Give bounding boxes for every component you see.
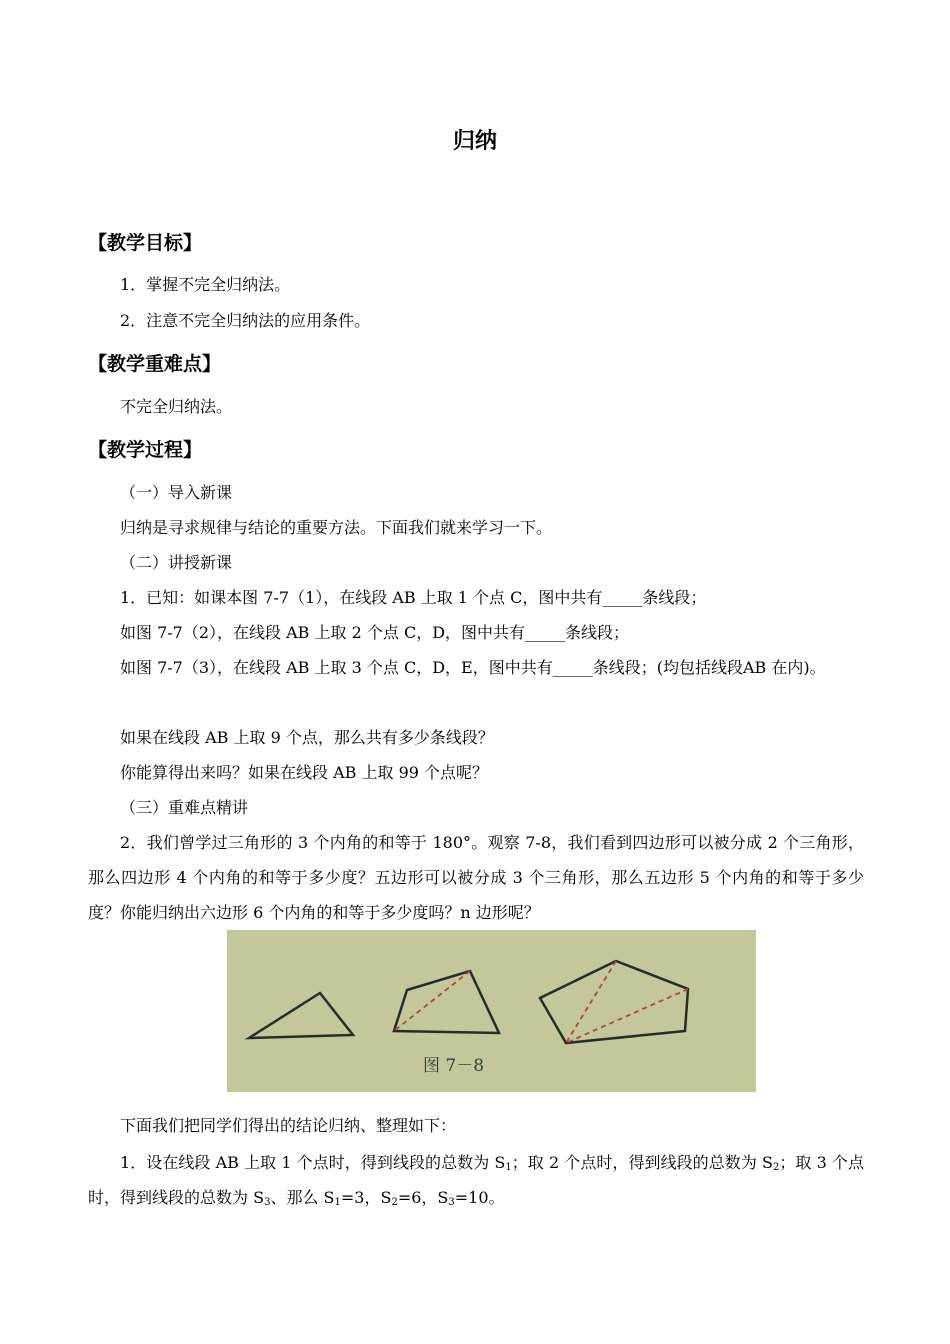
subsection-heading: （三）重难点精讲 bbox=[120, 798, 249, 817]
text-run: =6，S bbox=[397, 1188, 449, 1207]
paragraph: 下面我们把同学们得出的结论归纳、整理如下： bbox=[120, 1116, 457, 1135]
question-line: 如果在线段 AB 上取 9 个点，那么共有多少条线段？ bbox=[120, 728, 494, 747]
triangle-shape bbox=[249, 993, 353, 1038]
section-heading-keypoints: 【教学重难点】 bbox=[88, 353, 222, 375]
paragraph: 归纳是寻求规律与结论的重要方法。下面我们就来学习一下。 bbox=[120, 518, 553, 537]
subscript: 1 bbox=[334, 1197, 341, 1208]
section-heading-goals: 【教学目标】 bbox=[88, 232, 203, 254]
subsection-heading: （二）讲授新课 bbox=[120, 553, 233, 572]
goal-item: 1．掌握不完全归纳法。 bbox=[120, 275, 291, 294]
keypoint-text: 不完全归纳法。 bbox=[120, 397, 233, 416]
text-run: =3，S bbox=[340, 1188, 392, 1207]
subscript: 3 bbox=[264, 1197, 271, 1208]
pentagon-diagonal-2 bbox=[566, 989, 688, 1043]
text-run: ；取 2 个点时，得到线段的总数为 S bbox=[511, 1153, 773, 1172]
polygon-figure bbox=[227, 930, 756, 1092]
question-line: 如图 7-7（2），在线段 AB 上取 2 个点 C，D，图中共有_____条线段； bbox=[120, 623, 630, 642]
subscript: 2 bbox=[391, 1197, 398, 1208]
question-paragraph: 如图 7-7（3），在线段 AB 上取 3 个点 C，D，E，图中共有_____条线段；(均包括线段AB 在内)。 bbox=[120, 658, 826, 677]
quadrilateral-shape bbox=[394, 971, 499, 1033]
subscript: 3 bbox=[448, 1197, 455, 1208]
page-title: 归纳 bbox=[452, 129, 497, 154]
text-run: 1．设在线段 AB 上取 1 个点时，得到线段的总数为 S bbox=[120, 1153, 506, 1172]
question-paragraph: 2．我们曾学过三角形的 3 个内角的和等于 180°。观察 7-8，我们看到四边形可以被分成 2 个三角形，那么四边形 4 个内角的和等于多少度？五边形可以被分成 3 个三角形，那么五边形 5 个内角的和等于多少度？你能归纳出六边形 6 个内角的和等于多少度吗？n 边形呢？ bbox=[88, 833, 864, 922]
section-heading-process: 【教学过程】 bbox=[88, 439, 203, 461]
text-run: 、那么 S bbox=[270, 1188, 335, 1207]
subscript: 1 bbox=[505, 1162, 512, 1173]
subscript: 2 bbox=[773, 1162, 780, 1173]
text-run: ；取 3 个点时，得到线段的总数为 S bbox=[88, 1153, 864, 1207]
goal-item: 2．注意不完全归纳法的应用条件。 bbox=[120, 311, 371, 330]
summary-paragraph bbox=[88, 1145, 864, 1215]
pentagon-shape bbox=[540, 961, 688, 1043]
question-line: 你能算得出来吗？如果在线段 AB 上取 99 个点呢？ bbox=[120, 763, 489, 782]
text-run: =10。 bbox=[454, 1188, 505, 1207]
quadrilateral-diagonal bbox=[394, 971, 470, 1031]
polygon-diagram bbox=[227, 930, 756, 1092]
question-line: 1．已知：如课本图 7-7（1），在线段 AB 上取 1 个点 C，图中共有_____条线段； bbox=[120, 588, 707, 607]
figure-caption: 图 7－8 bbox=[423, 1056, 485, 1076]
subsection-heading: （一）导入新课 bbox=[120, 483, 233, 502]
